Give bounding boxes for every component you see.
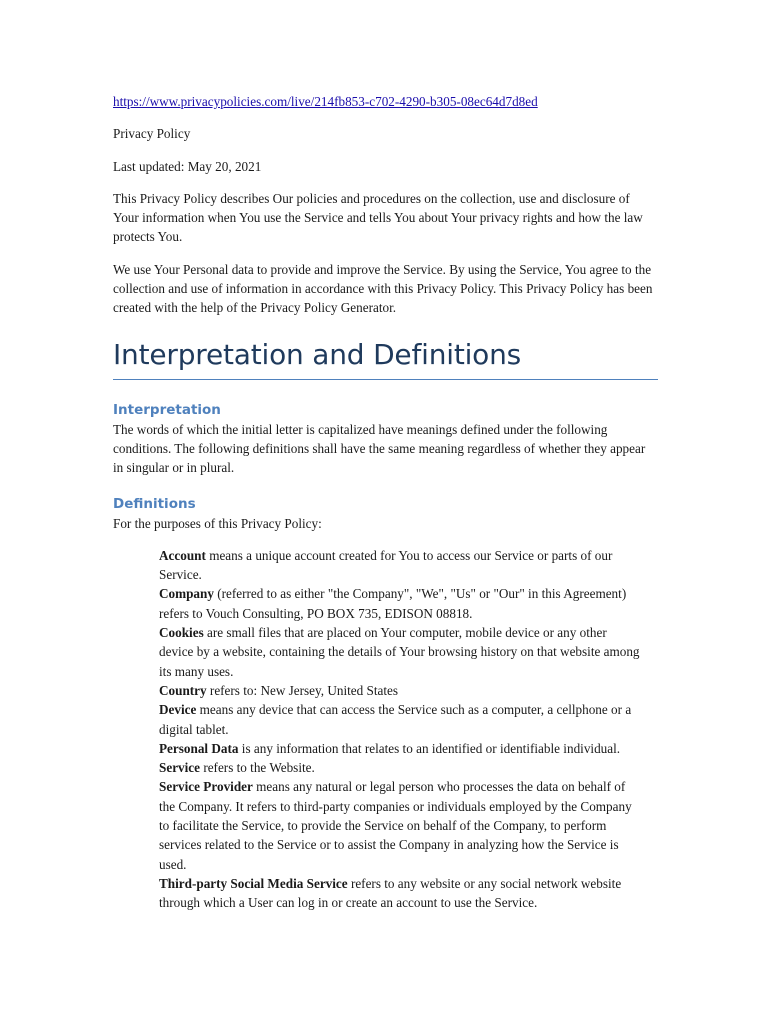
interpretation-heading: Interpretation (113, 401, 221, 418)
definition-term: Service (159, 760, 201, 776)
definition-text: is any information that relates to an identified or identifiable individual. (238, 740, 621, 756)
definition-text: means a unique account created for You to access our Service or parts of our Service. (159, 547, 613, 583)
definition-text: refers to the Website. (200, 760, 315, 776)
definition-text: refers to any website or any social network website through which a User can log in or create an account to use the Service. (159, 875, 622, 911)
definition-text: are small files that are placed on Your computer, mobile device or any other device by a website, containing the details of Your browsing history on that website among its many uses. (159, 625, 640, 679)
definition-term: Account (159, 547, 206, 563)
definition-term: Personal Data (159, 740, 239, 756)
definition-item (159, 546, 658, 585)
definition-term: Service Provider (159, 779, 253, 795)
definition-item (159, 584, 658, 623)
definition-item (159, 874, 658, 913)
document-title: Privacy Policy (113, 126, 191, 142)
definition-item (159, 739, 658, 758)
definition-item (159, 681, 658, 700)
intro-paragraph-1: This Privacy Policy describes Our policies and procedures on the collection, use and disclosure of Your information when You use the Service and tells You about Your privacy rights and how the law protects You. (113, 190, 643, 245)
source-url-link[interactable]: https://www.privacypolicies.com/live/214fb853-c702-4290-b305-08ec64d7d8ed (113, 94, 538, 109)
last-updated-date: Last updated: May 20, 2021 (113, 158, 262, 174)
definition-text: refers to: New Jersey, United States (206, 682, 399, 698)
definition-text: means any device that can access the Service such as a computer, a cellphone or a digital tablet. (159, 702, 632, 737)
definition-text: means any natural or legal person who processes the data on behalf of the Company. It refers to third-party companies or individuals employed by the Company to facilitate the Service, to provide the Service on behalf of the Company, to perform services related to the Service or to assist the Company in analyzing how the Service is used. (159, 779, 632, 872)
definition-term: Device (159, 702, 197, 718)
definition-term: Cookies (159, 625, 204, 641)
definition-item (159, 777, 658, 873)
interpretation-text: The words of which the initial letter is capitalized have meanings defined under the following conditions. The following definitions shall have the same meaning regardless of whether they appear in singular or in plural. (113, 421, 646, 476)
document-page (113, 92, 658, 913)
definition-item (159, 700, 658, 739)
intro-paragraph-2: We use Your Personal data to provide and improve the Service. By using the Service, You agree to the collection and use of information in accordance with this Privacy Policy. This Privacy Policy has been created with the help of the Privacy Policy Generator. (113, 261, 653, 316)
definition-item (159, 758, 658, 777)
definitions-list (159, 546, 658, 913)
definition-item (159, 623, 658, 681)
definition-term: Third-party Social Media Service (159, 875, 348, 891)
definition-text: (referred to as either "the Company", "We", "Us" or "Our" in this Agreement) refers to Vouch Consulting, PO BOX 735, EDISON 08818. (159, 586, 627, 621)
section-heading: Interpretation and Definitions (113, 338, 658, 380)
definitions-intro: For the purposes of this Privacy Policy: (113, 515, 322, 531)
definition-term: Country (159, 682, 207, 698)
definition-term: Company (159, 586, 214, 602)
definitions-heading: Definitions (113, 495, 196, 512)
